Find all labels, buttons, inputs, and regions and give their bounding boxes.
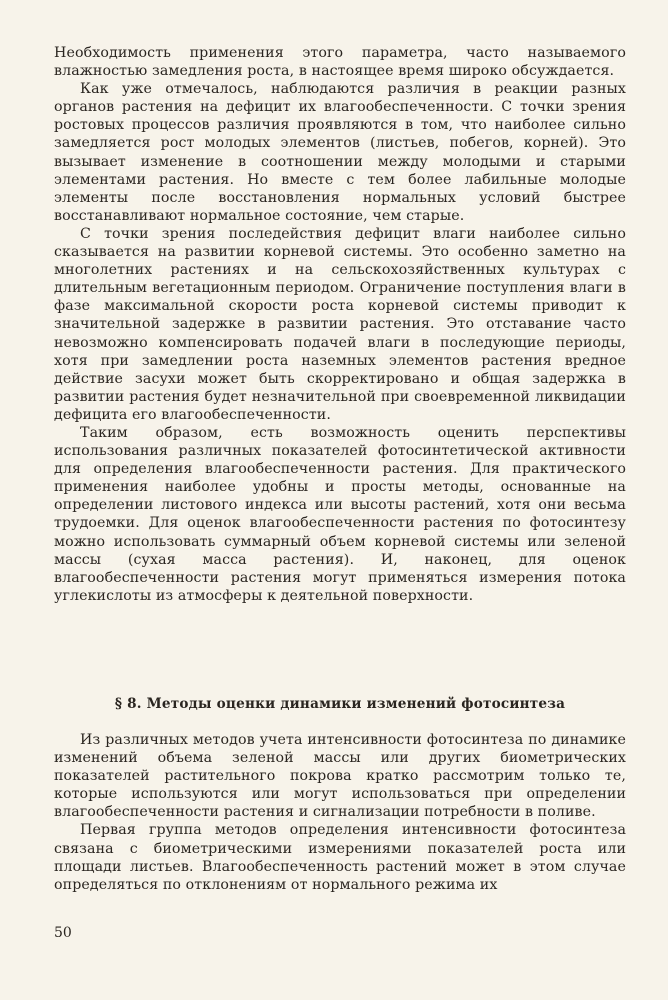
paragraph: Первая группа методов определения интенсивности фотосинтеза связана с биометрическими измерениями показателей роста или площади листьев. Влагообеспеченность растений может в этом случае определяться по отклонениям от нормального режима их [54,822,626,893]
body-text-upper [54,44,626,605]
page-number: 50 [54,925,72,941]
section-heading: § 8. Методы оценки динамики изменений фотосинтеза [114,696,566,712]
paragraph: Как уже отмечалось, наблюдаются различия в реакции разных органов растения на дефицит их влагообеспеченности. С точки зрения ростовых процессов различия проявляются в том, что наиболее сильно замедляется рост молодых элементов (листьев, побегов, корней). Это вызывает изменение в соотношении между молодыми и старыми элементами растения. Но вместе с тем более лабильные молодые элементы после восстановления нормальных условий быстрее восстанавливают нормальное состояние, чем старые. [54,81,626,224]
paragraph: С точки зрения последействия дефицит влаги наиболее сильно сказывается на развитии корневой системы. Это особенно заметно на многолетних растениях и на сельскохозяйственных культурах с длительным вегетационным периодом. Ограничение поступления влаги в фазе максимальной скорости роста корневой системы приводит к значительной задержке в развитии растения. Это отставание часто невозможно компенсировать подачей влаги в последующие периоды, хотя при замедлении роста наземных элементов растения вредное действие засухи может быть скорректировано и общая задержка в развитии растения будет незначительной при своевременной ликвидации дефицита его влагообеспеченности. [54,225,626,423]
paragraph: Таким образом, есть возможность оценить перспективы использования различных показателей фотосинтетической активности для определения влагообеспеченности растения. Для практического применения наиболее удобны и просты методы, основанные на определении листового индекса или высоты растений, хотя они весьма трудоемки. Для оценок влагообеспеченности растения по фотосинтезу можно использовать суммарный объем корневой системы или зеленой массы (сухая масса растения). И, наконец, для оценок влагообеспеченности растения могут применяться измерения потока углекислоты из атмосферы к деятельной поверхности. [54,424,626,604]
body-text-lower [54,731,626,894]
paragraph: Из различных методов учета интенсивности фотосинтеза по динамике изменений объема зеленой массы или других биометрических показателей растительного покрова кратко рассмотрим только те, которые используются или могут использоваться при определении влагообеспеченности растения и сигнализации потребности в поливе. [54,732,626,821]
paragraph: Необходимость применения этого параметра, часто называемого влажностью замедления роста, в настоящее время широко обсуждается. [54,45,626,80]
